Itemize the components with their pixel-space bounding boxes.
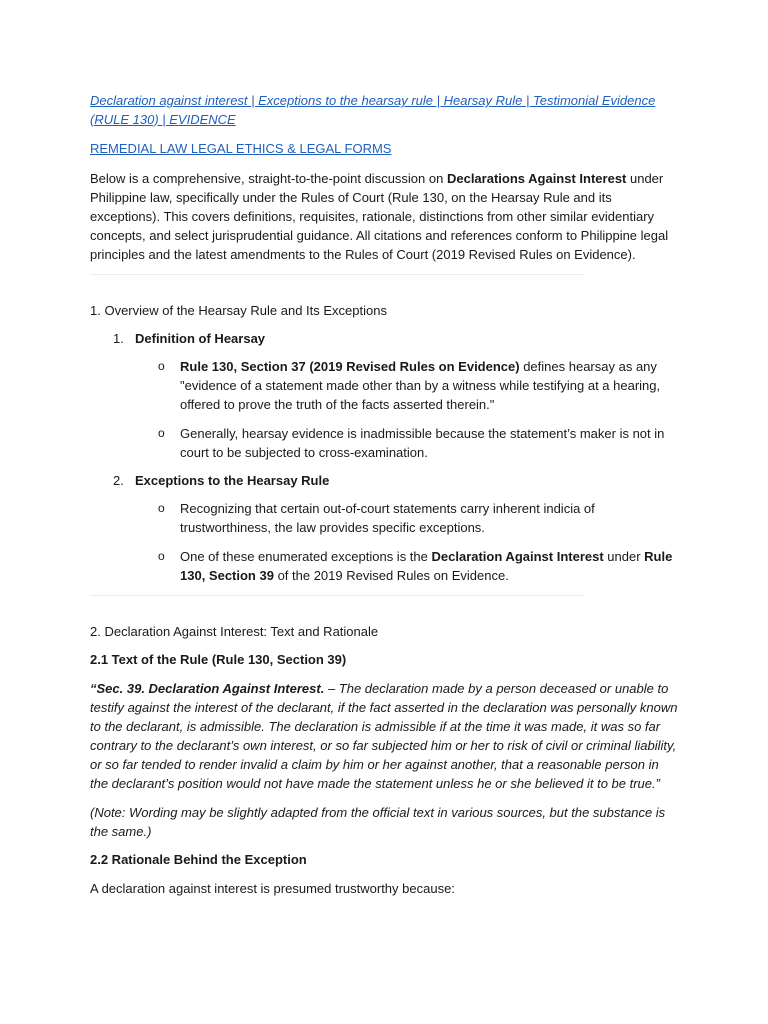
intro-text-2: under Philippine law, specifically under the Rules of Court (Rule 130, on the Hearsay Rule and its exceptions). This covers definitions, requisites, rationale, distinctions from other similar evidentiary concepts, and select jurisprudential guidance. All citations and references conform to Philippine legal principles and the latest amendments to the Rules of Court (2019 Revised Rules on Evidence). [90, 171, 669, 262]
subsection-2-2-title: 2.2 Rationale Behind the Exception [90, 852, 307, 867]
intro-bold-term: Declarations Against Interest [446, 171, 627, 186]
bullet-text-2-2a: One of these enumerated exceptions is the [180, 549, 432, 564]
list-item-label-1: Definition of Hearsay [135, 331, 266, 346]
breadcrumb-line-1: Declaration against interest | Exceptions to the hearsay rule | Hearsay Rule | Testimonial Evidence (RULE [90, 93, 656, 127]
document-page [90, 92, 680, 898]
bullet-icon: o [158, 359, 165, 373]
rule-quote [90, 679, 680, 793]
breadcrumb-link[interactable] [90, 93, 655, 127]
bullet-icon: o [158, 549, 165, 563]
bullet-bold-2-2b: Rule 130, Section 39 [180, 549, 673, 583]
bullet-bold-2-2a: Declaration Against Interest [431, 549, 604, 564]
bullet-item-1-1 [90, 357, 680, 414]
category-link[interactable]: REMEDIAL LAW LEGAL ETHICS & LEGAL FORMS [90, 141, 392, 156]
intro-paragraph [90, 169, 680, 264]
list-number-1: 1. [113, 331, 124, 346]
subsection-2-1-title: 2.1 Text of the Rule (Rule 130, Section 39) [90, 652, 347, 667]
rule-quote-text: – The declaration made by a person deceased or unable to testify against the interest of the declarant, if the fact asserted in the declaration was personally known to the declarant, is admissible. The declaration is admissible if at the time it was made, it was so far contrary to the declarant’s own interest, or so far subjected him or her to risk of civil or criminal liability, or so far tended to render invalid a claim by him or her against another, that a reasonable person in the declarant’s position would not have made the statement unless he or she believed it to be true.” [90, 681, 678, 791]
bullet-text-2-1: Recognizing that certain out-of-court statements carry inherent indicia of trustworthiness, the law provides specific exceptions. [180, 501, 595, 535]
section-divider-1 [90, 274, 584, 275]
bullet-bold-1-1: Rule 130, Section 37 (2019 Revised Rules on Evidence) [180, 359, 520, 374]
list-number-2: 2. [113, 473, 124, 488]
category-line [90, 140, 680, 158]
list-item-definition [90, 330, 680, 348]
bullet-text-1-2: Generally, hearsay evidence is inadmissible because the statement’s maker is not in court to be subjected to cross-examination. [180, 426, 665, 460]
breadcrumb-line-2: 130) | EVIDENCE [132, 111, 236, 127]
bullet-text-2-2b: under [603, 549, 645, 564]
list-item-exceptions [90, 472, 680, 490]
bullet-item-1-2 [90, 424, 680, 462]
bullet-text-1-1: defines hearsay as any "evidence of a statement made other than by a witness while testifying at a hearing, offered to prove the truth of the facts asserted therein." [180, 359, 661, 412]
section-1-title: 1. Overview of the Hearsay Rule and Its Exceptions [90, 303, 387, 318]
bullet-text-2-2c: of the 2019 Revised Rules on Evidence. [273, 568, 509, 583]
section-2-title: 2. Declaration Against Interest: Text and Rationale [90, 624, 379, 639]
bullet-item-2-1 [90, 499, 680, 537]
bullet-icon: o [158, 501, 165, 515]
list-item-label-2: Exceptions to the Hearsay Rule [135, 473, 330, 488]
breadcrumb [90, 92, 680, 129]
rule-quote-heading: “Sec. 39. Declaration Against Interest. [90, 681, 325, 696]
intro-text-1: Below is a comprehensive, straight-to-the-point discussion on [90, 171, 447, 186]
rationale-intro: A declaration against interest is presumed trustworthy because: [90, 881, 455, 896]
section-divider-2 [90, 595, 584, 596]
bullet-item-2-2 [90, 547, 680, 585]
wording-note: (Note: Wording may be slightly adapted from the official text in various sources, but the substance is the same.) [90, 805, 666, 839]
bullet-icon: o [158, 426, 165, 440]
